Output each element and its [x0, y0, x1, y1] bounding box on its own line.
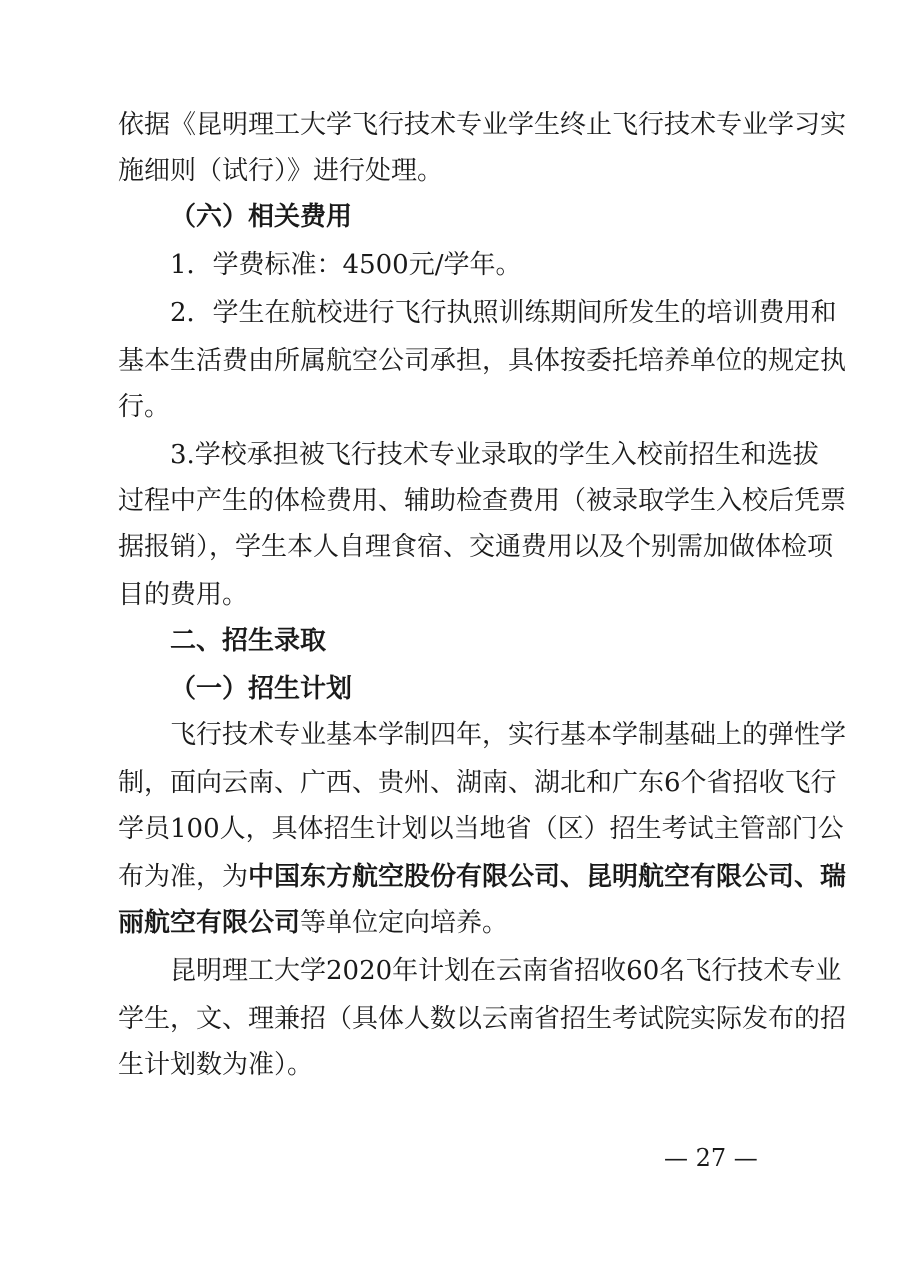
paragraph-line: 昆明理工大学2020年计划在云南省招收60名飞行技术专业: [170, 956, 842, 986]
paragraph-line: 生计划数为准）。: [118, 1050, 314, 1080]
paragraph-text: 布为准，为: [118, 862, 249, 892]
paragraph-line: 学生，文、理兼招（具体人数以云南省招生考试院实际发布的招: [118, 1004, 847, 1034]
paragraph-line: [118, 860, 847, 894]
paragraph-line: 行。: [118, 392, 171, 422]
page-number: — 27 —: [664, 1144, 758, 1172]
paragraph-line: 过程中产生的体检费用、辅助检查费用（被录取学生入校后凭票: [118, 486, 847, 516]
paragraph-line: 制，面向云南、广西、贵州、湖南、湖北和广东6个省招收飞行: [118, 768, 837, 798]
paragraph-text: 等单位定向培养。: [300, 908, 509, 938]
paragraph-line: [118, 906, 782, 940]
paragraph-line: 施细则（试行）》进行处理。: [118, 156, 444, 186]
paragraph-line: 学员100人，具体招生计划以当地省（区）招生考试主管部门公: [118, 814, 844, 844]
fee-item-exam-costs: 3.学校承担被飞行技术专业录取的学生入校前招生和选拔: [170, 440, 819, 470]
paragraph-line: 基本生活费由所属航空公司承担，具体按委托培养单位的规定执: [118, 346, 847, 376]
section-heading-fees: （六）相关费用: [170, 202, 353, 232]
airline-partners-text: 丽航空有限公司: [118, 908, 301, 938]
fee-item-tuition: 1．学费标准：4500元/学年。: [170, 250, 522, 280]
paragraph-line: 目的费用。: [118, 580, 249, 610]
fee-item-training: 2．学生在航校进行飞行执照训练期间所发生的培训费用和: [170, 298, 837, 328]
paragraph-line: 飞行技术专业基本学制四年，实行基本学制基础上的弹性学: [170, 720, 847, 750]
paragraph-line: 依据《昆明理工大学飞行技术专业学生终止飞行技术专业学习实: [118, 110, 847, 140]
airline-partners-text: 中国东方航空股份有限公司、昆明航空有限公司、瑞: [248, 862, 847, 892]
subsection-heading-plan: （一）招生计划: [170, 674, 353, 704]
paragraph-line: 据报销），学生本人自理食宿、交通费用以及个别需加做体检项: [118, 532, 834, 562]
section-heading-admission: 二、招生录取: [170, 626, 327, 656]
